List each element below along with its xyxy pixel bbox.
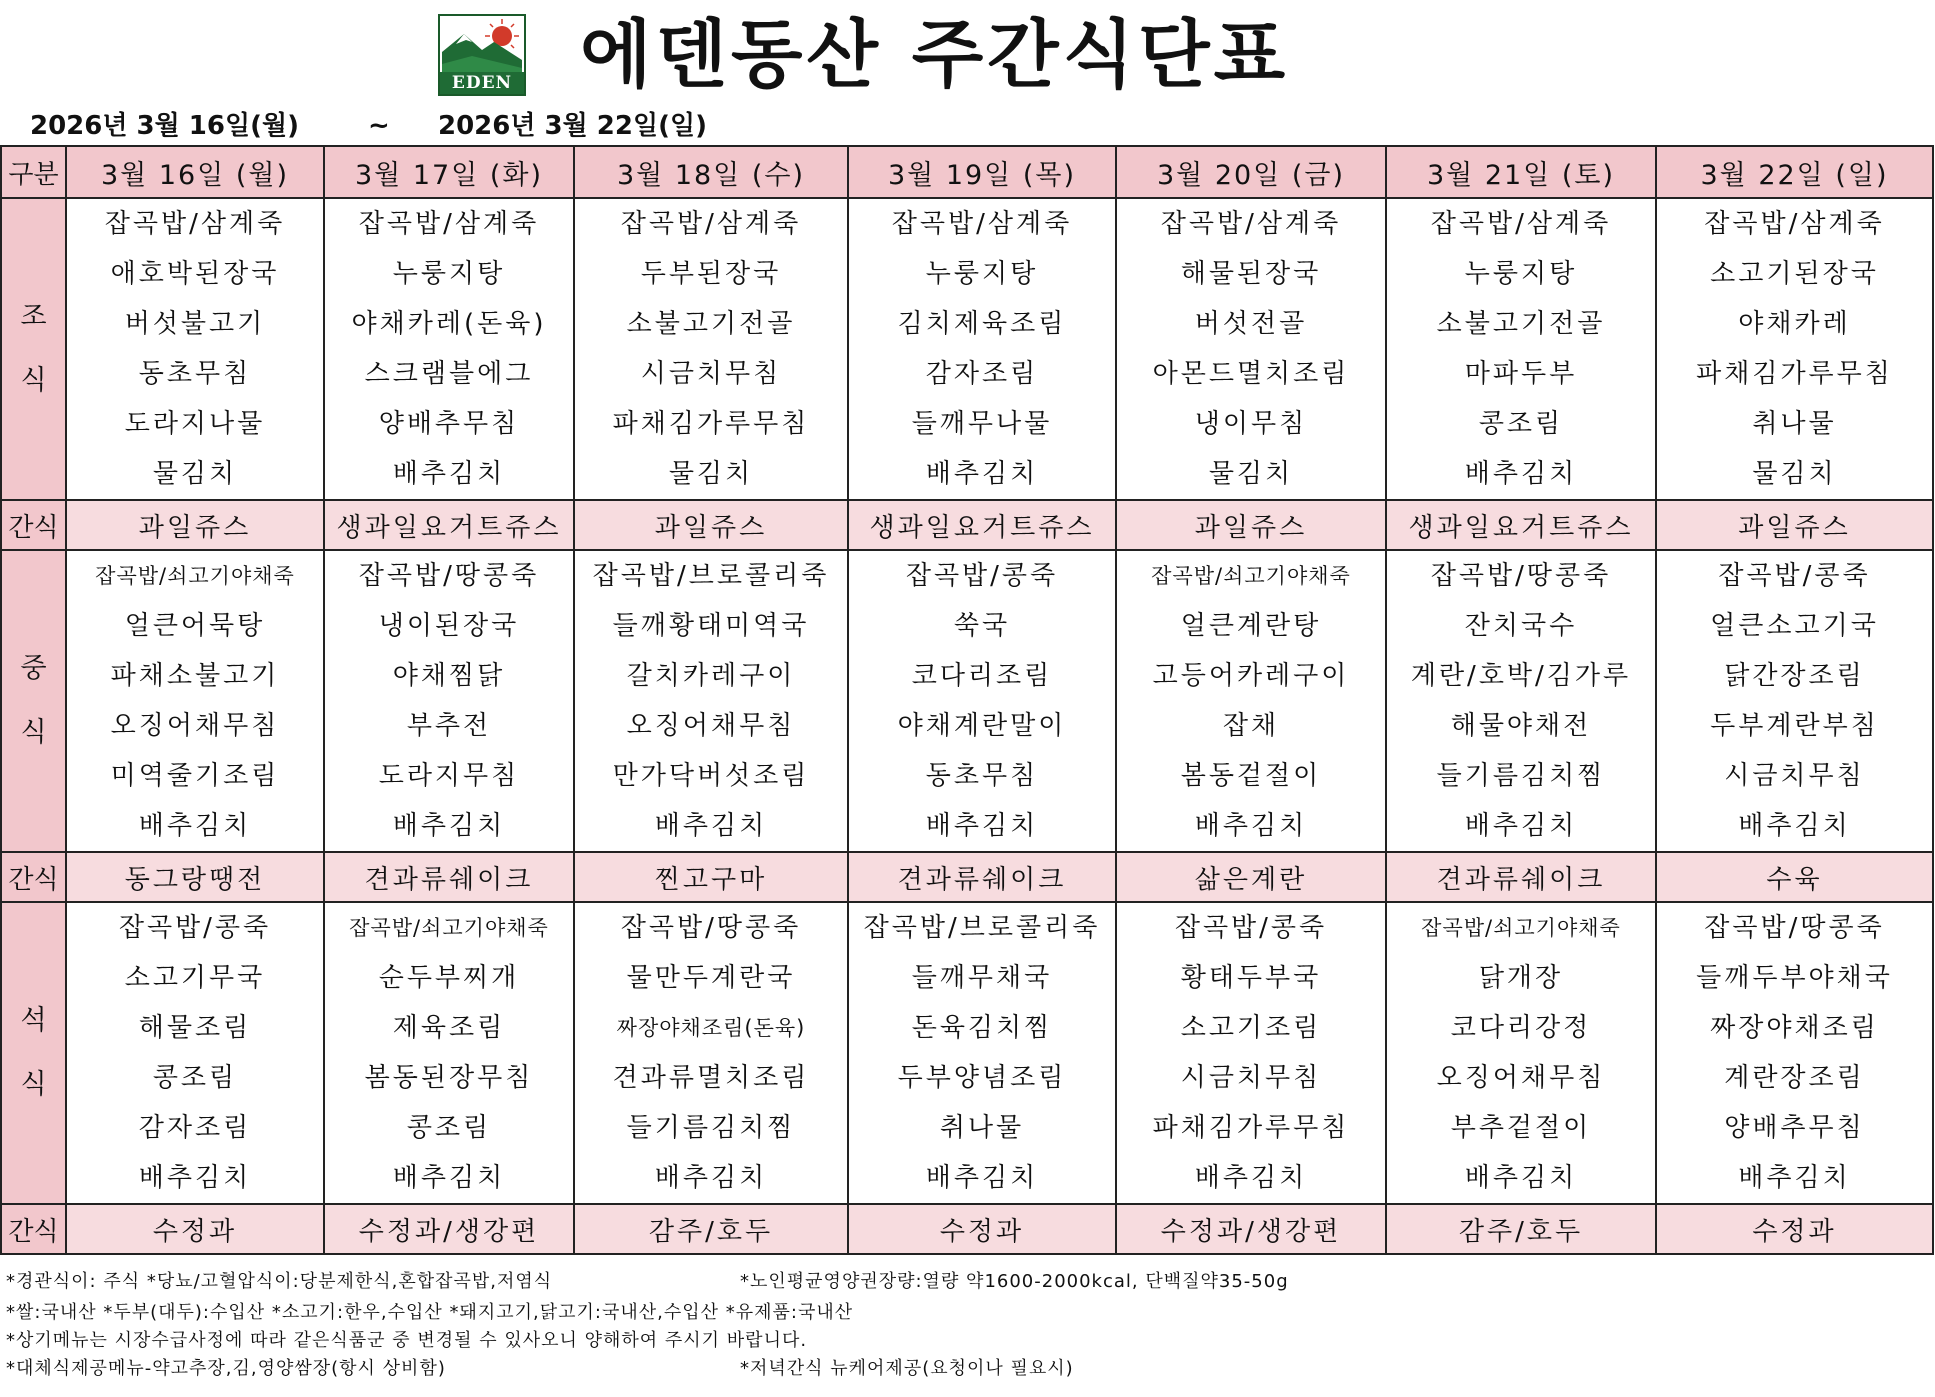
breakfast-label-1: 조	[20, 301, 47, 332]
menu-item: 잡곡밥/땅콩죽	[1704, 913, 1885, 943]
day-header: 3월 19일 (목)	[848, 146, 1116, 198]
logo-text: EDEN	[440, 72, 524, 94]
menu-cell	[1656, 902, 1933, 1204]
menu-item: 양배추무침	[1724, 1113, 1865, 1143]
menu-item: 취나물	[1752, 409, 1837, 439]
menu-cell	[848, 550, 1116, 852]
menu-item: 돈육김치찜	[911, 1013, 1053, 1043]
menu-item: 누룽지탕	[1464, 259, 1578, 289]
menu-cell	[66, 550, 324, 852]
menu-item: 잔치국수	[1464, 611, 1578, 641]
snack-item: 견과류쉐이크	[1386, 852, 1656, 902]
menu-item: 야채카레(돈육)	[351, 309, 547, 339]
snack-row-morning	[1, 500, 1933, 550]
menu-item: 배추김치	[1464, 811, 1578, 841]
menu-item: 물만두계란국	[626, 963, 796, 993]
menu-cell	[324, 198, 574, 500]
snack-item: 감주/호두	[1386, 1204, 1656, 1254]
menu-item: 물김치	[668, 459, 754, 489]
snack-label: 간식	[1, 1204, 66, 1254]
menu-item: 코다리조림	[911, 661, 1053, 691]
menu-item: 부추전	[406, 711, 492, 741]
menu-item: 버섯전골	[1194, 309, 1308, 339]
day-header: 3월 22일 (일)	[1656, 146, 1933, 198]
menu-item: 해물조림	[138, 1013, 252, 1043]
menu-item: 얼큰어묵탕	[124, 611, 266, 641]
menu-item: 누룽지탕	[392, 259, 506, 289]
menu-item: 애호박된장국	[110, 259, 280, 289]
footnote-change-notice: *상기메뉴는 시장수급사정에 따라 같은식품군 중 변경될 수 있사오니 양해하여 주시기 바랍니다.	[6, 1330, 808, 1351]
menu-cell	[1386, 198, 1656, 500]
snack-row-evening	[1, 1204, 1933, 1254]
menu-item: 만가닥버섯조림	[612, 761, 810, 791]
menu-item: 콩조림	[406, 1113, 492, 1143]
menu-item: 시금치무침	[640, 359, 782, 389]
footnote-evening-snack: *저녁간식 뉴케어제공(요청이나 필요시)	[740, 1358, 1074, 1379]
menu-item: 배추김치	[1738, 811, 1851, 841]
menu-item: 오징어채무침	[110, 711, 280, 741]
menu-item: 계란/호박/김가루	[1410, 661, 1632, 691]
menu-item: 잡곡밥/삼계죽	[620, 209, 802, 239]
menu-cell	[574, 902, 848, 1204]
menu-item: 배추김치	[654, 1163, 768, 1193]
menu-item: 배추김치	[1464, 1163, 1578, 1193]
menu-cell	[1386, 550, 1656, 852]
date-end: 2026년 3월 22일(일)	[438, 111, 707, 141]
snack-item: 과일쥬스	[1656, 500, 1933, 550]
snack-item: 생과일요거트쥬스	[324, 500, 574, 550]
menu-item: 오징어채무침	[1436, 1063, 1606, 1093]
menu-item: 잡곡밥/땅콩죽	[620, 913, 802, 943]
menu-item: 짜장야채조림	[1710, 1013, 1879, 1043]
menu-item: 물김치	[1208, 459, 1294, 489]
lunch-label-2: 식	[20, 717, 47, 748]
snack-item: 삶은계란	[1116, 852, 1386, 902]
menu-item: 냉이무침	[1194, 409, 1308, 439]
menu-item: 도라지나물	[124, 409, 266, 439]
menu-item: 잡곡밥/땅콩죽	[358, 561, 540, 591]
menu-item: 잡곡밥/땅콩죽	[1430, 561, 1612, 591]
menu-item: 잡곡밥/콩죽	[1718, 561, 1871, 591]
snack-item: 견과류쉐이크	[324, 852, 574, 902]
snack-item: 과일쥬스	[574, 500, 848, 550]
menu-item: 들깨황태미역국	[612, 611, 810, 641]
snack-item: 수정과	[1656, 1204, 1933, 1254]
menu-item: 해물야채전	[1450, 711, 1592, 741]
menu-item: 동초무침	[925, 761, 1039, 791]
snack-label: 간식	[1, 852, 66, 902]
menu-item: 갈치카레구이	[626, 661, 796, 691]
menu-item: 두부계란부침	[1710, 711, 1879, 741]
lunch-label	[1, 550, 66, 852]
lunch-row	[1, 550, 1933, 852]
day-header: 3월 18일 (수)	[574, 146, 848, 198]
menu-item: 스크램블에그	[364, 359, 534, 389]
menu-item: 파채김가루무침	[612, 409, 810, 439]
menu-item: 배추김치	[138, 1163, 252, 1193]
menu-item: 들깨무나물	[911, 409, 1053, 439]
menu-item: 야채계란말이	[897, 711, 1067, 741]
menu-item: 봄동된장무침	[364, 1063, 534, 1093]
day-header-row	[1, 146, 1933, 198]
menu-item: 파채김가루무침	[1696, 359, 1893, 389]
menu-item: 제육조림	[392, 1013, 506, 1043]
menu-item: 배추김치	[925, 811, 1039, 841]
menu-item: 쑥국	[953, 611, 1011, 641]
menu-item: 마파두부	[1464, 359, 1578, 389]
menu-item: 배추김치	[1738, 1163, 1851, 1193]
menu-item: 들기름김치찜	[626, 1113, 796, 1143]
snack-label: 간식	[1, 500, 66, 550]
menu-item: 두부된장국	[640, 259, 782, 289]
menu-item: 잡곡밥/삼계죽	[1704, 209, 1885, 239]
menu-item: 견과류멸치조림	[612, 1063, 810, 1093]
menu-item: 배추김치	[1194, 811, 1308, 841]
day-header: 3월 21일 (토)	[1386, 146, 1656, 198]
menu-cell	[848, 902, 1116, 1204]
menu-item: 소불고기전골	[1436, 309, 1606, 339]
menu-cell	[66, 902, 324, 1204]
menu-item: 부추겉절이	[1450, 1113, 1592, 1143]
breakfast-label-2: 식	[20, 365, 47, 396]
menu-item: 잡곡밥/브로콜리죽	[863, 913, 1101, 943]
menu-cell	[1656, 550, 1933, 852]
date-separator: ~	[368, 111, 390, 141]
menu-item: 취나물	[939, 1113, 1025, 1143]
snack-item: 수정과	[848, 1204, 1116, 1254]
snack-item: 견과류쉐이크	[848, 852, 1116, 902]
menu-item: 미역줄기조림	[110, 761, 280, 791]
menu-item: 물김치	[1752, 459, 1837, 489]
menu-item: 물김치	[152, 459, 238, 489]
menu-item: 누룽지탕	[925, 259, 1039, 289]
menu-item: 들깨두부야채국	[1696, 963, 1893, 993]
dinner-label	[1, 902, 66, 1204]
menu-cell	[66, 198, 324, 500]
menu-item: 잡곡밥/콩죽	[905, 561, 1059, 591]
menu-item: 소고기조림	[1180, 1013, 1322, 1043]
menu-cell	[1656, 198, 1933, 500]
menu-item: 짜장야채조림(돈육)	[616, 1016, 806, 1040]
mountain-sun-icon	[442, 18, 522, 74]
snack-row-afternoon	[1, 852, 1933, 902]
menu-item: 잡곡밥/쇠고기야채죽	[1151, 564, 1351, 588]
corner-label: 구분	[1, 146, 66, 198]
menu-item: 배추김치	[392, 811, 506, 841]
menu-item: 잡곡밥/콩죽	[118, 913, 272, 943]
date-start: 2026년 3월 16일(월)	[30, 111, 299, 141]
day-header: 3월 20일 (금)	[1116, 146, 1386, 198]
menu-item: 야채찜닭	[392, 661, 506, 691]
menu-item: 배추김치	[654, 811, 768, 841]
menu-item: 시금치무침	[1724, 761, 1865, 791]
menu-cell	[1116, 198, 1386, 500]
menu-item: 배추김치	[925, 1163, 1039, 1193]
menu-item: 들깨무채국	[911, 963, 1053, 993]
snack-item: 찐고구마	[574, 852, 848, 902]
menu-item: 잡곡밥/삼계죽	[1160, 209, 1342, 239]
menu-item: 콩조림	[1478, 409, 1564, 439]
menu-cell	[324, 902, 574, 1204]
snack-item: 동그랑땡전	[66, 852, 324, 902]
menu-item: 오징어채무침	[626, 711, 796, 741]
day-header: 3월 17일 (화)	[324, 146, 574, 198]
menu-item: 버섯불고기	[124, 309, 266, 339]
menu-item: 야채카레	[1738, 309, 1851, 339]
snack-item: 수육	[1656, 852, 1933, 902]
menu-item: 코다리강정	[1450, 1013, 1592, 1043]
menu-item: 소고기무국	[124, 963, 266, 993]
menu-item: 닭개장	[1478, 963, 1564, 993]
weekly-menu-table	[0, 145, 1934, 1255]
footnote-diet: *경관식이: 주식 *당뇨/고혈압식이:당분제한식,혼합잡곡밥,저염식	[6, 1271, 553, 1292]
menu-item: 배추김치	[925, 459, 1039, 489]
menu-item: 잡곡밥/삼계죽	[104, 209, 286, 239]
menu-item: 잡곡밥/삼계죽	[1430, 209, 1612, 239]
menu-cell	[1116, 902, 1386, 1204]
menu-cell	[574, 198, 848, 500]
snack-item: 생과일요거트쥬스	[1386, 500, 1656, 550]
menu-item: 감자조림	[138, 1113, 252, 1143]
menu-item: 파채김가루무침	[1152, 1113, 1350, 1143]
menu-item: 배추김치	[1194, 1163, 1308, 1193]
breakfast-row	[1, 198, 1933, 500]
menu-item: 닭간장조림	[1724, 661, 1865, 691]
menu-item: 고등어카레구이	[1152, 661, 1350, 691]
menu-item: 잡곡밥/쇠고기야채죽	[349, 916, 549, 940]
menu-item: 배추김치	[392, 1163, 506, 1193]
menu-item: 두부양념조림	[897, 1063, 1067, 1093]
menu-item: 김치제육조림	[897, 309, 1067, 339]
footnote-substitute: *대체식제공메뉴-약고추장,김,영양쌈장(항시 상비함)	[6, 1358, 446, 1379]
page-header	[0, 0, 1935, 140]
menu-cell	[1116, 550, 1386, 852]
snack-item: 감주/호두	[574, 1204, 848, 1254]
snack-item: 수정과/생강편	[1116, 1204, 1386, 1254]
menu-item: 배추김치	[1464, 459, 1578, 489]
breakfast-label	[1, 198, 66, 500]
menu-item: 잡곡밥/쇠고기야채죽	[1421, 916, 1621, 940]
menu-item: 도라지무침	[378, 761, 520, 791]
menu-item: 감자조림	[925, 359, 1039, 389]
snack-item: 생과일요거트쥬스	[848, 500, 1116, 550]
menu-item: 잡곡밥/콩죽	[1174, 913, 1328, 943]
dinner-row	[1, 902, 1933, 1204]
menu-cell	[1386, 902, 1656, 1204]
menu-item: 해물된장국	[1180, 259, 1322, 289]
menu-item: 잡곡밥/쇠고기야채죽	[95, 564, 295, 588]
menu-item: 얼큰계란탕	[1180, 611, 1322, 641]
eden-logo	[438, 14, 526, 96]
footnote-nutrition: *노인평균영양권장량:열량 약1600-2000kcal, 단백질약35-50g	[740, 1271, 1289, 1292]
menu-item: 봄동겉절이	[1180, 761, 1322, 791]
snack-item: 과일쥬스	[66, 500, 324, 550]
menu-item: 잡채	[1222, 711, 1280, 741]
footnote-origin: *쌀:국내산 *두부(대두):수입산 *소고기:한우,수입산 *돼지고기,닭고기:국내산,수입산 *유제품:국내산	[6, 1302, 854, 1323]
menu-item: 황태두부국	[1180, 963, 1322, 993]
menu-cell	[574, 550, 848, 852]
snack-item: 수정과	[66, 1204, 324, 1254]
day-header: 3월 16일 (월)	[66, 146, 324, 198]
menu-item: 들기름김치찜	[1436, 761, 1606, 791]
menu-cell	[848, 198, 1116, 500]
menu-item: 얼큰소고기국	[1710, 611, 1879, 641]
menu-item: 배추김치	[138, 811, 252, 841]
menu-item: 배추김치	[392, 459, 506, 489]
menu-item: 소불고기전골	[626, 309, 796, 339]
menu-item: 양배추무침	[378, 409, 520, 439]
menu-item: 순두부찌개	[378, 963, 520, 993]
menu-item: 동초무침	[138, 359, 252, 389]
menu-item: 파채소불고기	[110, 661, 280, 691]
page-title: 에덴동산 주간식단표	[580, 12, 1290, 98]
lunch-label-1: 중	[20, 653, 47, 684]
menu-item: 아몬드멸치조림	[1152, 359, 1350, 389]
menu-item: 잡곡밥/삼계죽	[891, 209, 1073, 239]
snack-item: 과일쥬스	[1116, 500, 1386, 550]
dinner-label-1: 석	[20, 1005, 47, 1036]
menu-item: 잡곡밥/브로콜리죽	[592, 561, 830, 591]
menu-cell	[324, 550, 574, 852]
menu-item: 냉이된장국	[378, 611, 520, 641]
menu-item: 잡곡밥/삼계죽	[358, 209, 540, 239]
menu-item: 시금치무침	[1180, 1063, 1322, 1093]
snack-item: 수정과/생강편	[324, 1204, 574, 1254]
dinner-label-2: 식	[20, 1069, 47, 1100]
menu-item: 계란장조림	[1724, 1063, 1865, 1093]
menu-item: 콩조림	[152, 1063, 238, 1093]
menu-item: 소고기된장국	[1710, 259, 1879, 289]
